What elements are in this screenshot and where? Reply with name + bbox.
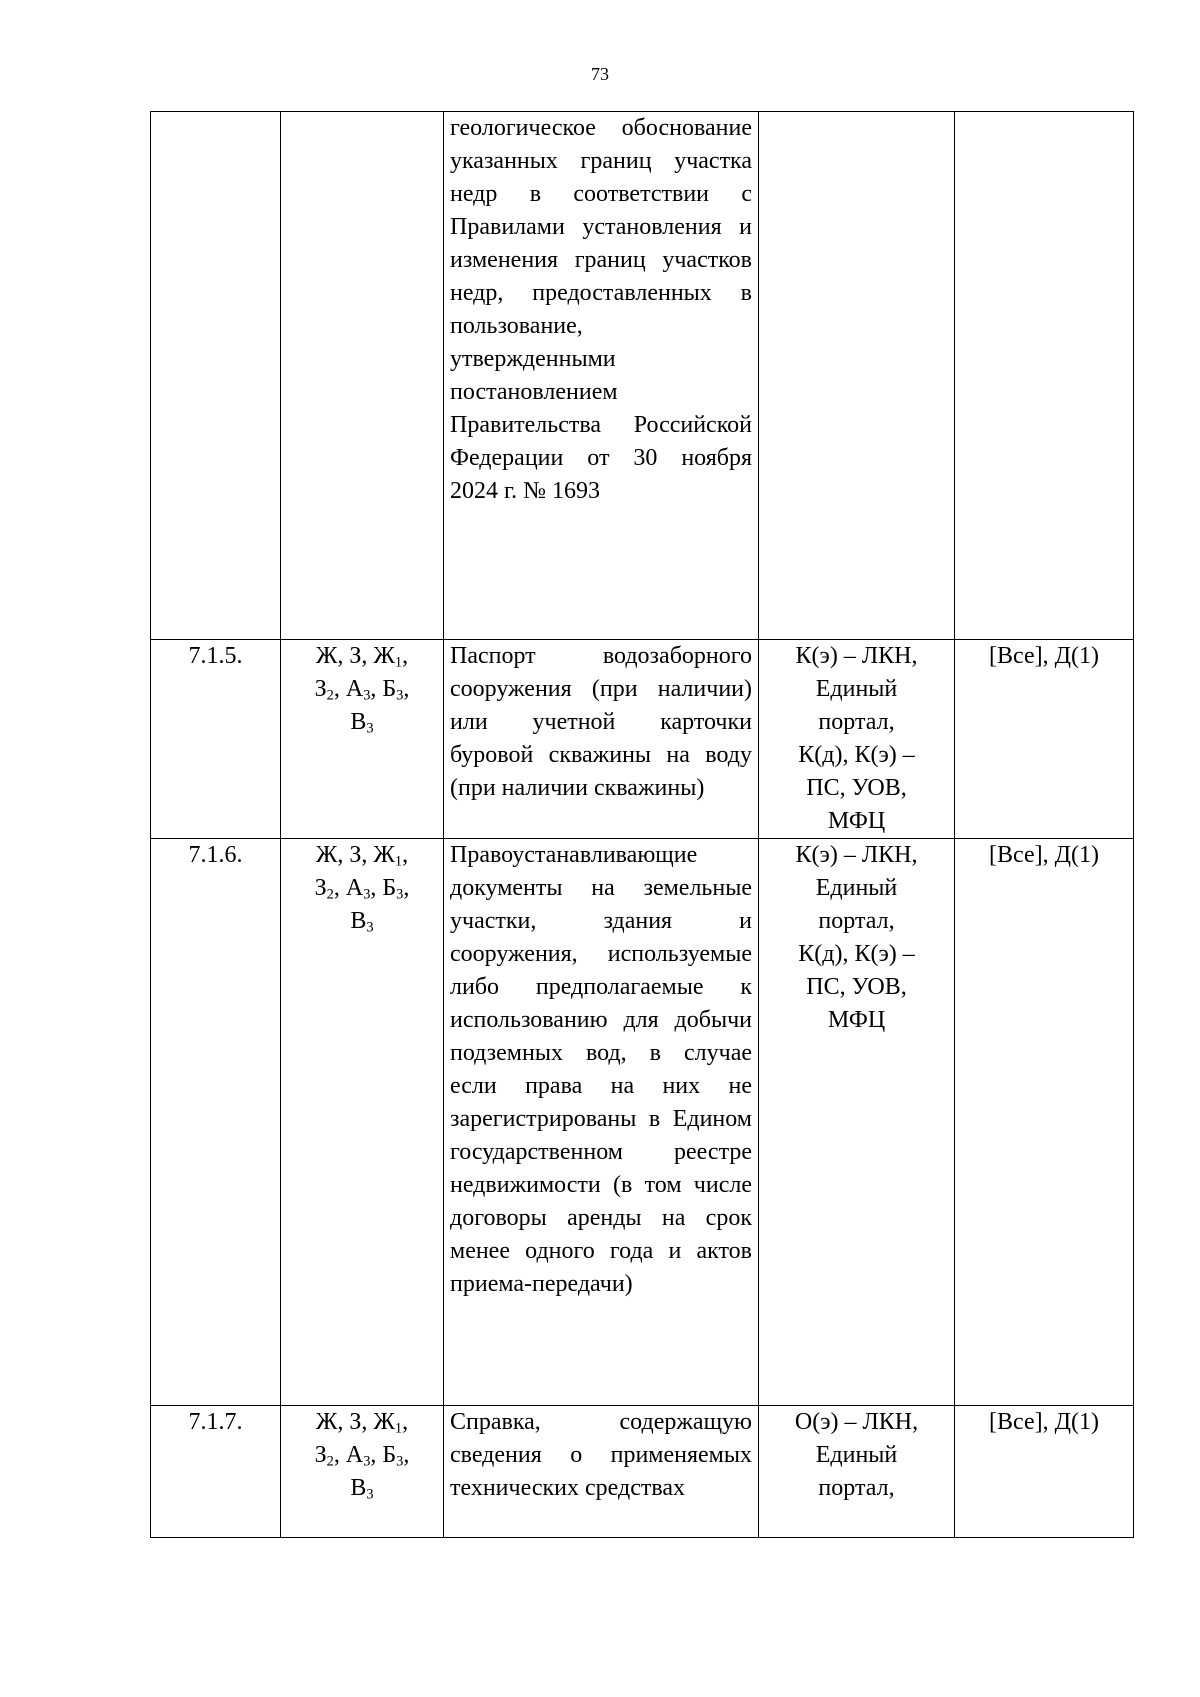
row-number-cell: 7.1.7. xyxy=(151,1406,281,1538)
requirements-table xyxy=(150,111,1134,1538)
category-line: Ж, З, $Ж_1$, xyxy=(315,1409,409,1437)
submission-method-cell xyxy=(759,1406,955,1538)
method-line: портал, xyxy=(818,908,895,934)
conditions-cell: [Все], Д(1) xyxy=(955,839,1134,1406)
row-number-cell xyxy=(151,112,281,640)
submission-method-cell xyxy=(759,640,955,839)
method-line: портал, xyxy=(818,709,895,735)
categories-cell xyxy=(281,640,444,839)
conditions-cell: [Все], Д(1) xyxy=(955,640,1134,839)
method-line: К(э) – ЛКН, xyxy=(795,643,918,669)
table-row xyxy=(151,640,1134,839)
method-line: К(д), К(э) – xyxy=(798,742,915,768)
row-number-cell: 7.1.5. xyxy=(151,640,281,839)
table-row xyxy=(151,1406,1134,1538)
category-line: $З_2$, $А_3$, $Б_3$, xyxy=(314,676,410,704)
method-line: Единый xyxy=(815,676,898,702)
method-line: О(э) – ЛКН, xyxy=(794,1409,919,1435)
categories-cell xyxy=(281,839,444,1406)
method-line: Единый xyxy=(815,875,898,901)
document-cell: Справка, содержащую сведения о применяемых технических средствах xyxy=(444,1406,759,1538)
method-line: МФЦ xyxy=(827,1007,886,1033)
method-line: ПС, УОВ, xyxy=(806,974,907,1000)
category-line: Ж, З, $Ж_1$, xyxy=(315,842,409,870)
category-line: $З_2$, $А_3$, $Б_3$, xyxy=(314,875,410,903)
category-line: $З_2$, $А_3$, $Б_3$, xyxy=(314,1442,410,1470)
document-cell: Паспорт водозаборного сооружения (при наличии) или учетной карточки буровой скважины на воду (при наличии скважины) xyxy=(444,640,759,839)
submission-method-cell xyxy=(759,839,955,1406)
table-row xyxy=(151,112,1134,640)
method-line: К(э) – ЛКН, xyxy=(795,842,918,868)
method-line: Единый xyxy=(815,1442,898,1468)
row-number-cell: 7.1.6. xyxy=(151,839,281,1406)
method-line: портал, xyxy=(818,1475,895,1501)
category-line: $В_3$ xyxy=(350,709,374,737)
method-line: МФЦ xyxy=(827,808,886,834)
table-row xyxy=(151,839,1134,1406)
conditions-cell: [Все], Д(1) xyxy=(955,1406,1134,1538)
submission-method-cell xyxy=(759,112,955,640)
document-cell: геологическое обоснование указанных границ участка недр в соответствии с Правилами установления и изменения границ участков недр, предоставленных в пользование, утвержденными постановлением Правительства Российской Федерации от 30 ноября 2024 г. № 1693 xyxy=(444,112,759,640)
category-line: $В_3$ xyxy=(350,1475,374,1503)
document-cell: Правоустанавливающие документы на земельные участки, здания и сооружения, используемые либо предполагаемые к использованию для добычи подземных вод, в случае если права на них не зарегистрированы в Едином государственном реестре недвижимости (в том числе договоры аренды на срок менее одного года и актов приема-передачи) xyxy=(444,839,759,1406)
table-body xyxy=(151,112,1134,1538)
category-line: Ж, З, $Ж_1$, xyxy=(315,643,409,671)
categories-cell xyxy=(281,1406,444,1538)
conditions-cell xyxy=(955,112,1134,640)
page-number: 73 xyxy=(591,64,609,84)
category-line: $В_3$ xyxy=(350,908,374,936)
categories-cell xyxy=(281,112,444,640)
method-line: ПС, УОВ, xyxy=(806,775,907,801)
method-line: К(д), К(э) – xyxy=(798,941,915,967)
